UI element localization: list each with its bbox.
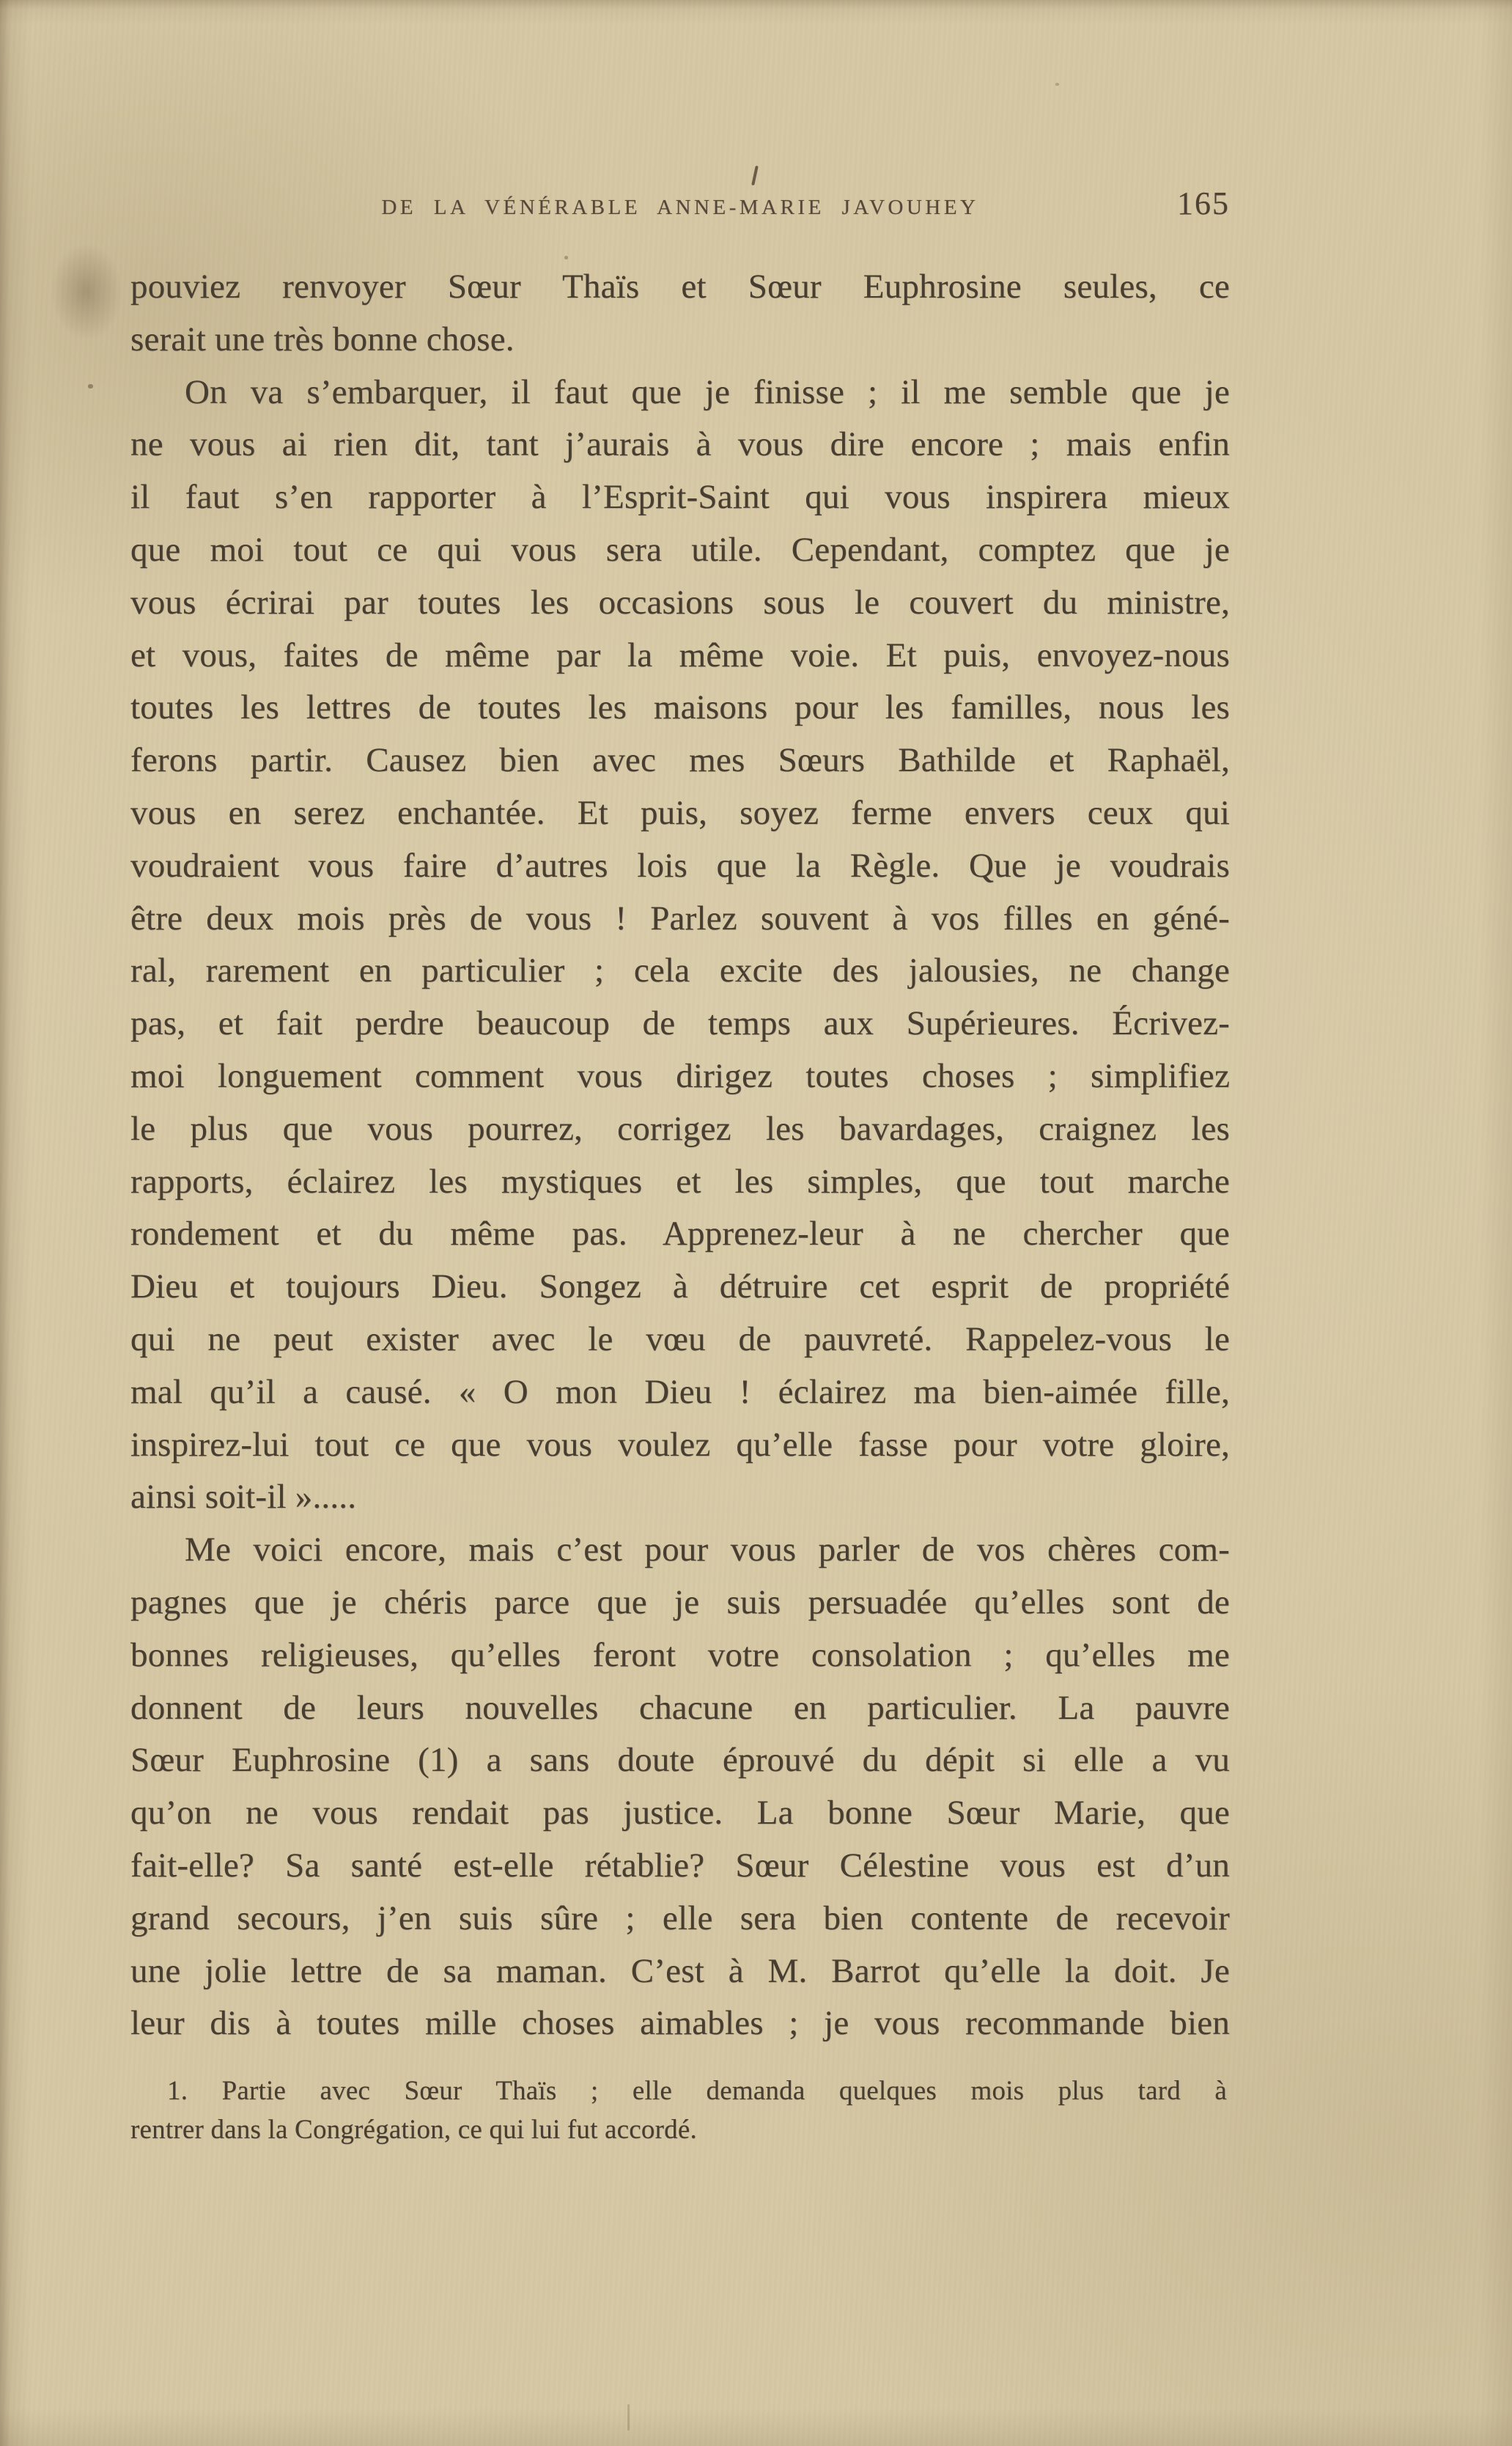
- paper-speck: [564, 256, 568, 259]
- text-line: ainsi soit-il ».....: [130, 1478, 357, 1517]
- text-line: rentrer dans la Congrégation, ce qui lui fut accordé.: [130, 2115, 697, 2145]
- text-line: ferons partir. Causez bien avec mes Sœurs Bathilde et Raphaël,: [130, 741, 1230, 780]
- text-line: vous écrirai par toutes les occasions sous le couvert du ministre,: [130, 583, 1230, 622]
- text-line: vous en serez enchantée. Et puis, soyez ferme envers ceux qui: [130, 793, 1230, 832]
- text-line: mal qu’il a causé. « O mon Dieu ! éclairez ma bien-aimée fille,: [130, 1372, 1230, 1411]
- text-line: inspirez-lui tout ce que vous voulez qu’elle fasse pour votre gloire,: [130, 1425, 1230, 1464]
- text-line: qu’on ne vous rendait pas justice. La bonne Sœur Marie, que: [130, 1794, 1230, 1832]
- text-line: On va s’embarquer, il faut que je finisse ; il me semble que je: [185, 372, 1230, 411]
- paper-speck: [627, 2404, 630, 2431]
- text-line: pouviez renvoyer Sœur Thaïs et Sœur Euphrosine seules, ce: [130, 268, 1230, 306]
- text-line: il faut s’en rapporter à l’Esprit-Saint qui vous inspirera mieux: [130, 478, 1230, 517]
- paper-speck: [1055, 83, 1059, 86]
- text-line: ne vous ai rien dit, tant j’aurais à vous dire encore ; mais enfin: [130, 425, 1230, 464]
- text-line: Dieu et toujours Dieu. Songez à détruire cet esprit de propriété: [130, 1267, 1230, 1306]
- footnote: [130, 2071, 1227, 2149]
- page-number: 165: [1177, 185, 1230, 221]
- text-line: pagnes que je chéris parce que je suis persuadée qu’elles sont de: [130, 1583, 1230, 1621]
- text-line: grand secours, j’en suis sûre ; elle sera bien contente de recevoir: [130, 1898, 1230, 1937]
- text-line: Sœur Euphrosine (1) a sans doute éprouvé du dépit si elle a vu: [130, 1741, 1230, 1780]
- text-line: serait une très bonne chose.: [130, 320, 515, 358]
- text-line: que moi tout ce qui vous sera utile. Cependant, comptez que je: [130, 530, 1230, 569]
- text-line: ral, rarement en particulier ; cela excite des jalousies, ne change: [130, 951, 1230, 990]
- text-line: toutes les lettres de toutes les maisons pour les familles, nous les: [130, 688, 1230, 727]
- text-line: Me voici encore, mais c’est pour vous parler de vos chères com-: [185, 1530, 1230, 1569]
- text-line: moi longuement comment vous dirigez toutes choses ; simplifiez: [130, 1056, 1230, 1095]
- text-line: donnent de leurs nouvelles chacune en particulier. La pauvre: [130, 1688, 1230, 1727]
- text-line: le plus que vous pourrez, corrigez les bavardages, craignez les: [130, 1109, 1230, 1148]
- text-line: voudraient vous faire d’autres lois que la Règle. Que je voudrais: [130, 846, 1230, 885]
- text-line: qui ne peut exister avec le vœu de pauvreté. Rappelez-vous le: [130, 1319, 1230, 1358]
- text-line: fait-elle? Sa santé est-elle rétablie? Sœur Célestine vous est d’un: [130, 1846, 1230, 1885]
- text-line: et vous, faites de même par la même voie. Et puis, envoyez-nous: [130, 636, 1230, 674]
- letter-body-text: [130, 261, 1230, 2050]
- running-header: [130, 183, 1230, 230]
- text-line: 1. Partie avec Sœur Thaïs ; elle demanda quelques mois plus tard à: [167, 2076, 1227, 2106]
- text-line: être deux mois près de vous ! Parlez souvent à vos filles en géné-: [130, 899, 1230, 937]
- text-line: bonnes religieuses, qu’elles feront votre consolation ; qu’elles me: [130, 1635, 1230, 1674]
- text-line: pas, et fait perdre beaucoup de temps aux Supérieures. Écrivez-: [130, 1004, 1230, 1043]
- text-line: leur dis à toutes mille choses aimables ; je vous recommande bien: [130, 2004, 1230, 2043]
- running-header-title: DE LA VÉNÉRABLE ANNE-MARIE JAVOUHEY: [381, 196, 979, 219]
- text-line: rapports, éclairez les mystiques et les simples, que tout marche: [130, 1162, 1230, 1201]
- text-line: une jolie lettre de sa maman. C’est à M. Barrot qu’elle la doit. Je: [130, 1951, 1230, 1990]
- paper-speck: [88, 384, 93, 388]
- text-line: rondement et du même pas. Apprenez-leur à ne chercher que: [130, 1215, 1230, 1253]
